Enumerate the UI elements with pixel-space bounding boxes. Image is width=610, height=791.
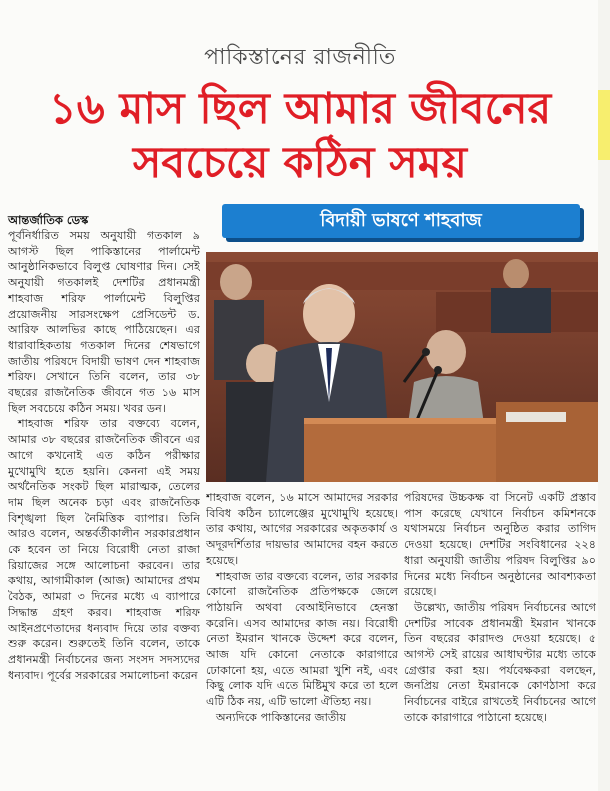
section-kicker: পাকিস্তানের রাজনীতি	[204, 45, 396, 70]
paragraph: পূর্বনির্ধারিত সময় অনুযায়ী গতকাল ৯ আগস্ট ছিল পাকিস্তানের পার্লামেন্ট আনুষ্ঠানিকভাবে বিলুপ্ত ঘোষণার দিন। সেই অনুযায়ী গতকালই দেশটির প্রধানমন্ত্রী শাহবাজ শরিফ পার্লামেন্ট বিলুপ্তির প্রয়োজনীয় সারসংক্ষেপ প্রেসিডেন্ট ড. আরিফ আলভির কাছে পাঠিয়েছেন। এর ধারাবাহিকতায় গতকাল দিনের শেষভাগে জাতীয় পরিষদে বিদায়ী ভাষণ দেন শাহবাজ শরিফ। সেখানে তিনি বলেন, তার ৩৮ বছরের রাজনৈতিক জীবনে গত ১৬ মাস ছিল সবচেয়ে কঠিন সময়। খবর ডন।	[8, 229, 200, 415]
parliament-speech-photo	[206, 252, 598, 482]
column-3	[404, 490, 596, 788]
subheading-banner: বিদায়ী ভাষণে শাহবাজ	[222, 204, 580, 238]
paragraph: পরিষদের উচ্চকক্ষ বা সিনেট একটি প্রস্তাব পাস করেছে যেখানে নির্বাচন কমিশনকে যথাসময়ে নির্বাচন অনুষ্ঠিত করার তাগিদ দেওয়া হয়েছে। দেশটির সংবিধানের ২২৪ ধারা অনুযায়ী জাতীয় পরিষদ বিলুপ্তির ৯০ দিনের মধ্যে নির্বাচন অনুষ্ঠানের আবশ্যকতা রয়েছে।	[404, 491, 596, 599]
photo-illustration	[206, 252, 598, 482]
headline-line-2: সবচেয়ে কঠিন সময়	[132, 138, 468, 188]
paragraph: শাহবাজ শরিফ তার বক্তব্যে বলেন, আমার ৩৮ বছরের রাজনৈতিক জীবনে এর আগে কখনোই এত কঠিন পরীক্ষার মুখোমুখি হতে হয়নি। কেননা এই সময় অর্থনৈতিক সংকট ছিল মারাত্মক, তেলের দাম ছিল অনেক চড়া এবং রাজনৈতিক বিশৃঙ্খলা ছিল নৈমিত্তিক ব্যাপার। তিনি আরও বলেন, অন্তর্বর্তীকালীন সরকারপ্রধান কে হবেন তা নিয়ে বিরোধী নেতা রাজা রিয়াজের সঙ্গে আলোচনা করবেন। তার কথায়, আগামীকাল (আজ) আমাদের প্রথম বৈঠক, আমরা ৩ দিনের মধ্যে এ ব্যাপারে সিদ্ধান্ত গ্রহণ করব। শাহবাজ শরিফ আইনপ্রণেতাদের ধন্যবাদ দিয়ে তার বক্তব্য শুরু করেন। শুরুতেই তিনি বলেন, তাকে প্রধানমন্ত্রী নির্বাচনের জন্য সংসদ সদস্যদের ধন্যবাদ। পূর্বের সরকারের সমালোচনা করেন	[8, 417, 200, 682]
paragraph: উল্লেখ্য, জাতীয় পরিষদ নির্বাচনের আগে দেশটির সাবেক প্রধানমন্ত্রী ইমরান খানকে তিন বছরের কারাদণ্ড দেওয়া হয়েছে। ৫ আগস্ট সেই রায়ের আধাঘণ্টার মধ্যে তাকে গ্রেপ্তার করা হয়। পর্যবেক্ষকরা বলছেন, জনপ্রিয় নেতা ইমরানকে কোণঠাসা করে নির্বাচনের বাইরে রাখতেই নির্বাচনের আগে তাকে কারাগারে পাঠানো হয়েছে।	[404, 600, 596, 724]
dateline: আন্তর্জাতিক ডেস্ক	[8, 213, 89, 227]
paragraph: শাহবাজ বলেন, ১৬ মাসে আমাদের সরকার বিবিধ কঠিন চ্যালেঞ্জের মুখোমুখি হয়েছে। তার কথায়, আগের সরকারের অকৃতকার্য ও অদূরদর্শিতার দায়ভার আমাদের বহন করতে হয়েছে।	[206, 491, 398, 567]
paragraph: অন্যদিকে পাকিস্তানের জাতীয়	[216, 710, 347, 724]
column-1	[8, 228, 200, 788]
headline-line-1: ১৬ মাস ছিল আমার জীবনের	[48, 84, 552, 134]
paragraph: শাহবাজ তার বক্তব্যে বলেন, তার সরকার কোনো রাজনৈতিক প্রতিপক্ষকে জেলে পাঠায়নি অথবা বেআইনিভাবে হেনস্তা করেনি। এসব আমাদের কাজ নয়। বিরোধী নেতা ইমরান খানকে উদ্দেশ করে বলেন, আজ যদি কোনো নেতাকে কারাগারে ঢোকানো হয়, এতে আমরা খুশি নই, এবং কিছু লোক যদি এতে মিষ্টিমুখ করে তা হলে এটি ঠিক নয়, এটি ভালো ঐতিহ্য নয়।	[206, 569, 398, 709]
column-2	[206, 490, 398, 788]
